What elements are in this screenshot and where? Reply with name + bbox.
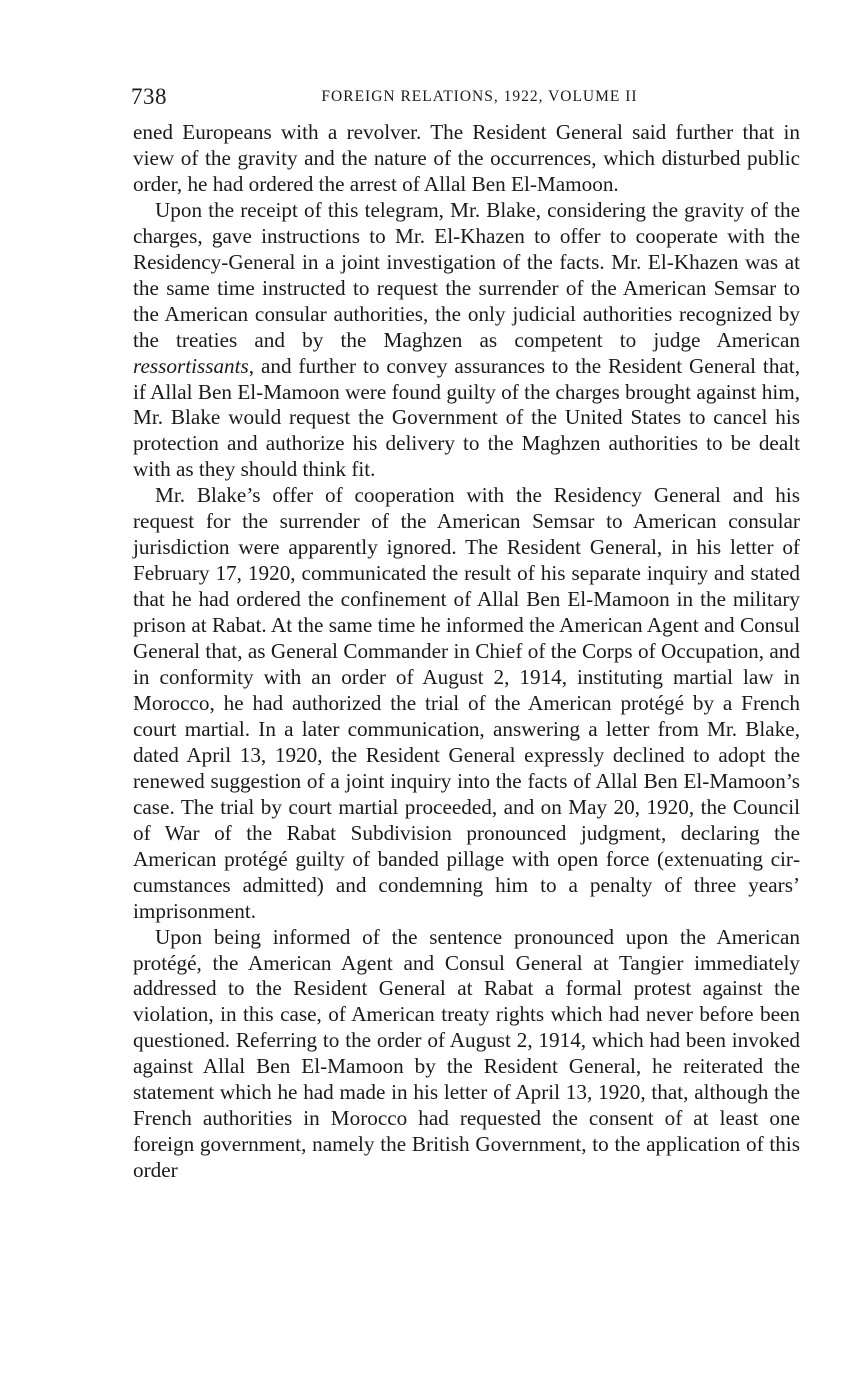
- italic-term: ressortissants: [133, 353, 249, 378]
- text-run: , and further to convey assurances to the Resident General that, if Allal Ben El-Mamoon were found guilty of the charges brought against him, Mr. Blake would request the Government of the United States to cancel his protection and authorize his delivery to the Maghzen authorities to be dealt with as they should think fit.: [133, 353, 800, 482]
- page-number: 738: [131, 84, 167, 109]
- paragraph: [133, 198, 800, 483]
- paragraph: [133, 925, 800, 1185]
- body-text: [133, 120, 800, 1184]
- page-header: [133, 84, 800, 114]
- document-page: [133, 84, 800, 1184]
- paragraph: [133, 120, 800, 198]
- text-run: ened Europeans with a revolver. The Resident General said further that in view of the gravity and the nature of the occurrences, which disturbed public order, he had ordered the arrest of Allal Ben El-Mamoon.: [133, 120, 800, 196]
- running-head: FOREIGN RELATIONS, 1922, VOLUME II: [321, 88, 638, 105]
- text-run: Upon being informed of the sentence pronounced upon the American protégé, the American Agent and Consul General at Tangier immediately addressed to the Resident General at Rabat a formal protest against the violation, in this case, of American treaty rights which had never before been questioned. Referring to the order of August 2, 1914, which had been invoked against Allal Ben El-Mamoon by the Resident General, he reiterated the statement which he had made in his letter of April 13, 1920, that, although the French authorities in Morocco had requested the consent of at least one foreign government, namely the British Government, to the application of this order: [133, 924, 800, 1183]
- text-run: Upon the receipt of this telegram, Mr. Blake, considering the gravity of the charges, gave instructions to Mr. El-Khazen to offer to cooperate with the Residency-General in a joint investigation of the facts. Mr. El-Khazen was at the same time instructed to request the surrender of the American Semsar to the American consular authorities, the only judicial authorities recognized by the treaties and by the Maghzen as competent to judge American: [133, 197, 800, 352]
- paragraph: [133, 483, 800, 924]
- text-run: Mr. Blake’s offer of cooperation with the Residency General and his request for the surrender of the American Semsar to American consular jurisdiction were apparently ignored. The Resident General, in his letter of February 17, 1920, communicated the result of his separate inquiry and stated that he had ordered the confinement of Allal Ben El-Mamoon in the military prison at Rabat. At the same time he informed the American Agent and Consul General that, as General Commander in Chief of the Corps of Occupation, and in conformity with an order of August 2, 1914, instituting martial law in Morocco, he had authorized the trial of the American protégé by a French court martial. In a later communication, answering a letter from Mr. Blake, dated April 13, 1920, the Resident General expressly declined to adopt the renewed suggestion of a joint inquiry into the facts of Allal Ben El-Mamoon’s case. The trial by court martial proceeded, and on May 20, 1920, the Council of War of the Rabat Subdivision pronounced judgment, declaring the American protégé guilty of banded pillage with open force (extenuating circumstances admitted) and condemning him to a penalty of three years’ imprisonment.: [133, 483, 800, 923]
